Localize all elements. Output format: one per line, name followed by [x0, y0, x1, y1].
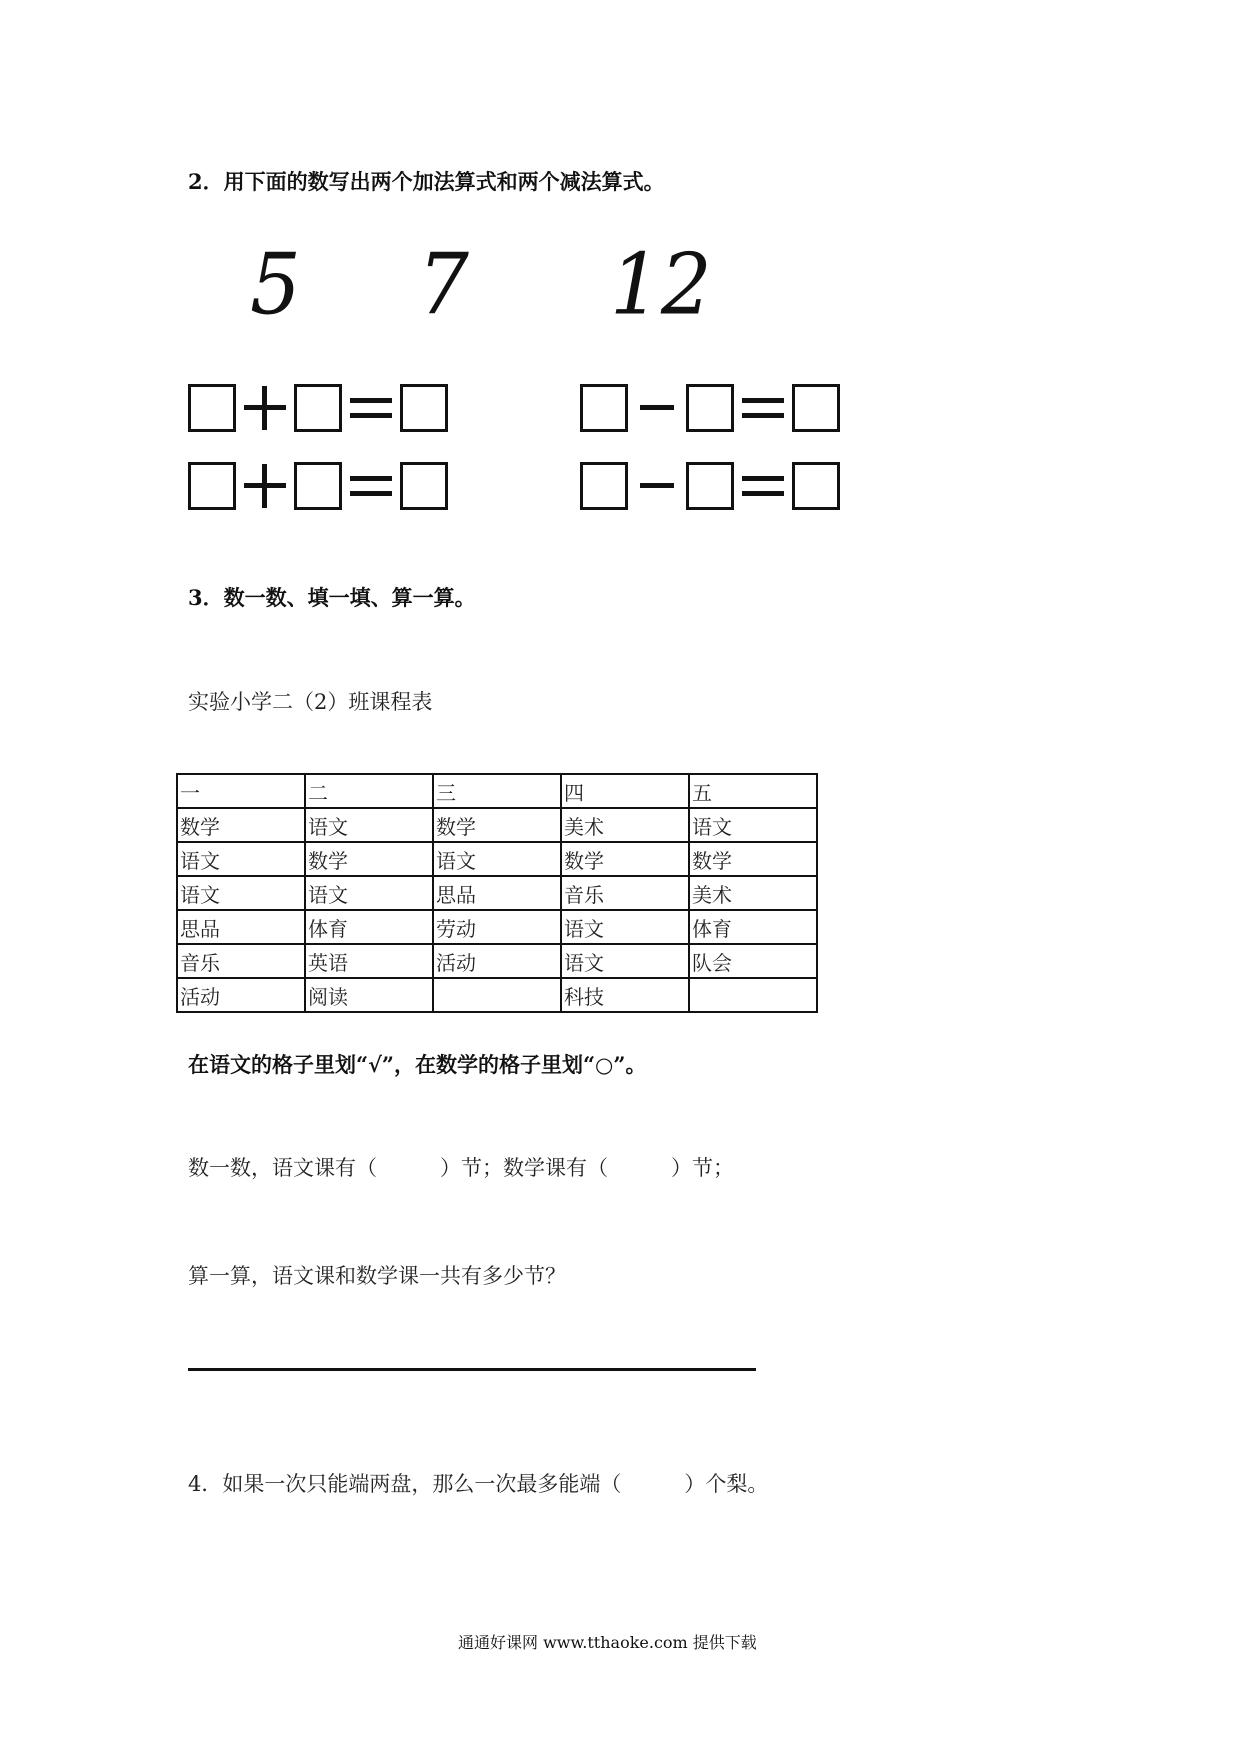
table-cell[interactable]: 美术: [561, 808, 689, 842]
count-question: 数一数，语文课有（ ）节；数学课有（ ）节；: [188, 1156, 734, 1180]
number-7: 7: [418, 235, 469, 334]
answer-box[interactable]: [792, 462, 840, 510]
table-cell[interactable]: [689, 978, 817, 1012]
number-12: 12: [610, 235, 712, 334]
addition-equation-1: [188, 382, 448, 434]
question-4-text: 4．如果一次只能端两盘，那么一次最多能端（ ）个梨。: [188, 1472, 769, 1496]
table-cell[interactable]: 语文: [305, 808, 433, 842]
answer-box[interactable]: [686, 462, 734, 510]
table-row: [177, 842, 817, 876]
table-cell[interactable]: 语文: [177, 842, 305, 876]
answer-box[interactable]: [686, 384, 734, 432]
table-cell[interactable]: 语文: [433, 842, 561, 876]
subtraction-equation-1: [580, 382, 840, 434]
table-cell[interactable]: 体育: [689, 910, 817, 944]
table-cell[interactable]: 英语: [305, 944, 433, 978]
equals-sign: [734, 384, 792, 432]
table-cell[interactable]: 数学: [561, 842, 689, 876]
calc-question: 算一算，语文课和数学课一共有多少节？: [188, 1264, 566, 1288]
answer-box[interactable]: [188, 462, 236, 510]
table-header-cell: 二: [305, 774, 433, 808]
table-cell[interactable]: 美术: [689, 876, 817, 910]
table-row: [177, 944, 817, 978]
table-cell[interactable]: 劳动: [433, 910, 561, 944]
table-cell[interactable]: 语文: [177, 876, 305, 910]
table-cell[interactable]: 数学: [689, 842, 817, 876]
question-3-title: 3．数一数、填一填、算一算。: [188, 585, 476, 610]
table-caption: 实验小学二（2）班课程表: [188, 690, 433, 714]
table-cell[interactable]: 活动: [177, 978, 305, 1012]
subtraction-equation-2: [580, 460, 840, 512]
table-header-cell: 五: [689, 774, 817, 808]
table-cell[interactable]: [433, 978, 561, 1012]
answer-line[interactable]: [188, 1368, 756, 1371]
table-row: [177, 910, 817, 944]
table-cell[interactable]: 体育: [305, 910, 433, 944]
table-row: [177, 876, 817, 910]
number-5: 5: [250, 235, 301, 334]
table-header-cell: 一: [177, 774, 305, 808]
table-cell[interactable]: 活动: [433, 944, 561, 978]
table-cell[interactable]: 思品: [177, 910, 305, 944]
table-header-row: [177, 774, 817, 808]
plus-sign: [236, 384, 294, 432]
footer-credit: 通通好课网 www.tthaoke.com 提供下载: [458, 1633, 757, 1652]
table-cell[interactable]: 音乐: [561, 876, 689, 910]
answer-box[interactable]: [294, 462, 342, 510]
answer-box[interactable]: [400, 384, 448, 432]
answer-box[interactable]: [188, 384, 236, 432]
plus-sign: [236, 462, 294, 510]
table-header-cell: 四: [561, 774, 689, 808]
table-cell[interactable]: 音乐: [177, 944, 305, 978]
table-cell[interactable]: 阅读: [305, 978, 433, 1012]
table-cell[interactable]: 科技: [561, 978, 689, 1012]
equals-sign: [342, 462, 400, 510]
table-cell[interactable]: 语文: [561, 910, 689, 944]
question-2-title: 2．用下面的数写出两个加法算式和两个减法算式。: [188, 169, 665, 194]
table-cell[interactable]: 队会: [689, 944, 817, 978]
answer-box[interactable]: [580, 462, 628, 510]
table-cell[interactable]: 语文: [305, 876, 433, 910]
answer-box[interactable]: [580, 384, 628, 432]
table-cell[interactable]: 语文: [689, 808, 817, 842]
minus-sign: [628, 384, 686, 432]
table-cell[interactable]: 思品: [433, 876, 561, 910]
table-row: [177, 808, 817, 842]
answer-box[interactable]: [400, 462, 448, 510]
answer-box[interactable]: [294, 384, 342, 432]
answer-box[interactable]: [792, 384, 840, 432]
table-row: [177, 978, 817, 1012]
equals-sign: [734, 462, 792, 510]
table-cell[interactable]: 数学: [177, 808, 305, 842]
minus-sign: [628, 462, 686, 510]
instruction-text: 在语文的格子里划“√”，在数学的格子里划“○”。: [188, 1052, 647, 1077]
table-cell[interactable]: 数学: [433, 808, 561, 842]
table-cell[interactable]: 数学: [305, 842, 433, 876]
table-header-cell: 三: [433, 774, 561, 808]
class-schedule-table: [176, 773, 818, 1013]
equals-sign: [342, 384, 400, 432]
addition-equation-2: [188, 460, 448, 512]
table-cell[interactable]: 语文: [561, 944, 689, 978]
